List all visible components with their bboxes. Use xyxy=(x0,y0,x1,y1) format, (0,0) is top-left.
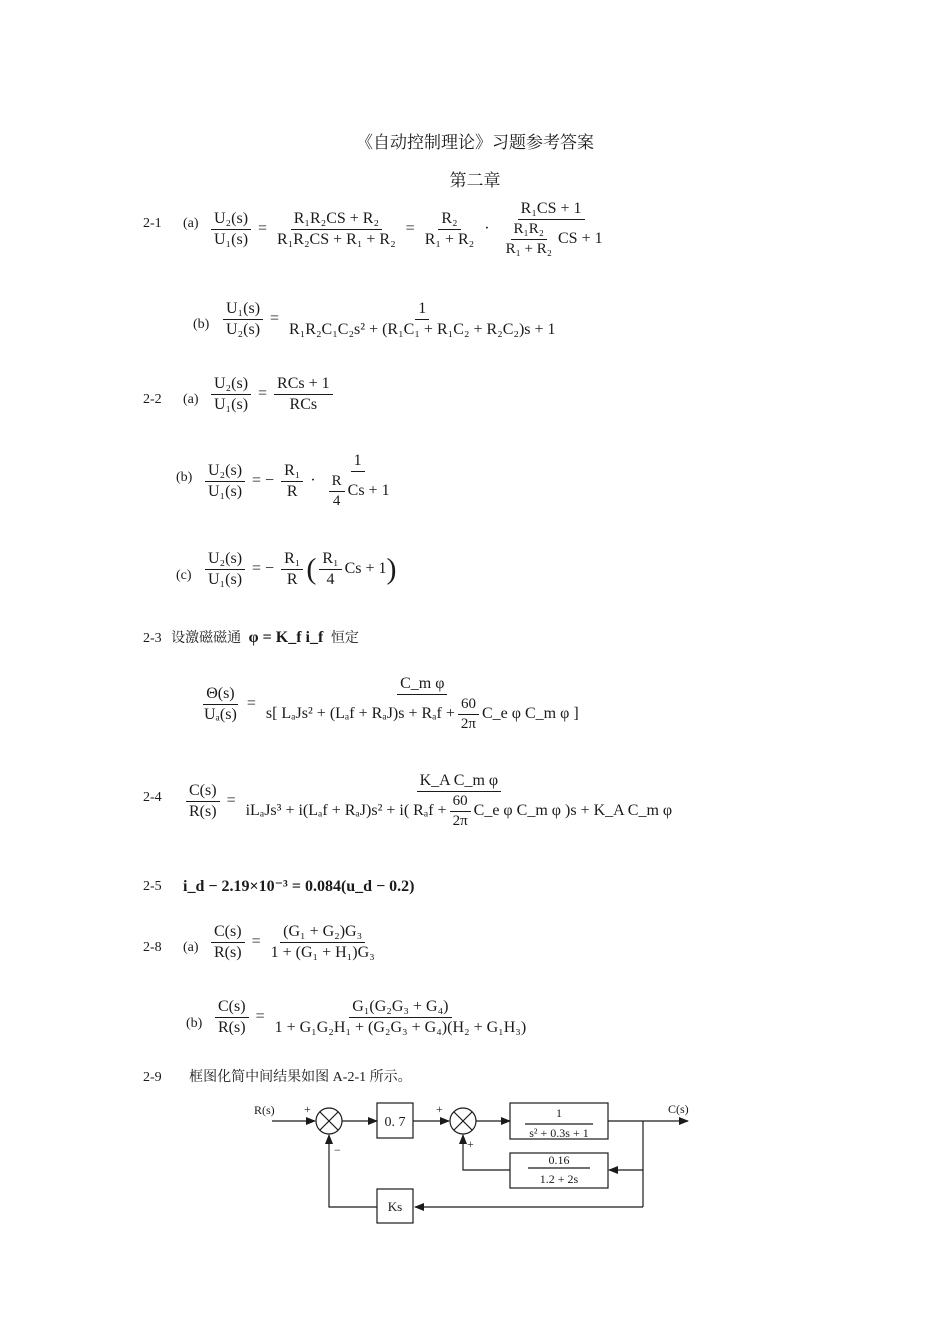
equation-2-1b: $\frac{\text{U₁(s)}}{\text{U₂(s)}}$ = $\frac{1}{\text{R₁R₂C₁C₂s² + (R₁C₁ + R₁C₂ + R₂C₂)s + 1}}$ xyxy=(220,300,562,339)
sum1-plus-sign: + xyxy=(304,1102,311,1116)
equation-2-3: $\frac{\Theta(s)}{\text{Uₐ(s)}}$ = C_m φ s[ LₐJs² + (Lₐf + RₐJ)s + Rₐf + $\frac{60}{2\pi}$ C_e φ C_m φ ] xyxy=(198,675,585,733)
fraction: $\frac{\text{R₁}}{R}$ xyxy=(281,462,303,501)
summing-junction-2 xyxy=(450,1108,476,1134)
equation-2-8b: $\frac{C(s)}{R(s)}$ = $\frac{\text{G₁(G₂G₃ + G₄)}}{\text{1 + G₁G₂H₁ + (G₂G₃ + G₄)(H₂ + G₁H₃)}}$ xyxy=(212,998,532,1037)
forward-block-numerator: 1 xyxy=(556,1106,562,1120)
outer-feedback-label: Ks xyxy=(387,1199,403,1214)
diagram-output-label: C(s) xyxy=(668,1102,689,1116)
fraction: R₁CS + 1 $\frac{\text{R₁R₂}}{\text{R₁ + R₂}}$ CS + 1 xyxy=(497,200,606,258)
fraction: $\frac{\text{R₁R₂CS + R₂}}{\text{R₁R₂CS + R₁ + R₂}}$ xyxy=(277,209,396,248)
chapter-heading: 第二章 xyxy=(449,171,501,190)
part-label-b: (b) xyxy=(186,1016,203,1031)
fraction: $\frac{\text{R₁}}{R}$ xyxy=(281,550,303,589)
fraction: $\frac{\text{RCs + 1}}{\text{RCs}}$ xyxy=(274,375,333,414)
problem-label-2-5: 2-5 xyxy=(143,879,162,894)
summing-junction-1 xyxy=(316,1108,342,1134)
problem-label-2-3: 2-3 xyxy=(143,631,162,646)
fraction: $\frac{C(s)}{R(s)}$ xyxy=(211,923,245,962)
problem-2-3-intro: 2-3 设激磁磁通 φ = K_f i_f 恒定 xyxy=(143,629,359,646)
feedback-block-numerator: 0.16 xyxy=(548,1153,570,1167)
fraction: $\frac{C(s)}{R(s)}$ xyxy=(186,782,220,821)
equation-2-5: i_d − 2.19×10⁻³ = 0.084(u_d − 0.2) xyxy=(183,878,415,895)
equation-2-2a: $\frac{\text{U₂(s)}}{\text{U₁(s)}}$ = $\frac{\text{RCs + 1}}{\text{RCs}}$ xyxy=(208,375,336,414)
part-label-b: (b) xyxy=(193,317,210,332)
fraction: 1 $\frac{R}{4}$ Cs + 1 xyxy=(323,452,393,510)
fraction: $\frac{\Theta(s)}{\text{Uₐ(s)}}$ xyxy=(204,684,237,723)
equation-2-2b: $\frac{\text{U₂(s)}}{\text{U₁(s)}}$ = − $\frac{\text{R₁}}{R}$ · 1 $\frac{R}{4}$ Cs + 1 xyxy=(202,452,396,510)
equation-2-8a: $\frac{C(s)}{R(s)}$ = $\frac{\text{(G₁ + G₂)G₃}}{\text{1 + (G₁ + H₁)G₃}}$ xyxy=(208,923,381,962)
equation-2-4: $\frac{C(s)}{R(s)}$ = K_A C_m φ iLₐJs³ + i(Lₐf + RₐJ)s² + i( Rₐf + $\frac{60}{2\pi}$ C_e φ C_m φ )s + K_A C_m φ xyxy=(183,772,678,830)
fraction: $\frac{60}{2\pi}$ xyxy=(450,793,471,830)
problem-label-2-2: 2-2 xyxy=(143,392,162,407)
fraction: $\frac{60}{2\pi}$ xyxy=(458,696,479,733)
gain-block-label: 0. 7 xyxy=(384,1115,406,1130)
problem-label-2-1: 2-1 xyxy=(143,216,162,231)
diagram-input-label: R(s) xyxy=(254,1103,275,1117)
document-title: 《自动控制理论》习题参考答案 xyxy=(356,133,594,152)
sum2-plus-sign: + xyxy=(436,1102,443,1116)
fraction: $\frac{1}{\text{R₁R₂C₁C₂s² + (R₁C₁ + R₁C₂ + R₂C₂)s + 1}}$ xyxy=(289,300,556,338)
fraction: $\frac{\text{G₁(G₂G₃ + G₄)}}{\text{1 + G₁G₂H₁ + (G₂G₃ + G₄)(H₂ + G₁H₃)}}$ xyxy=(274,998,527,1036)
feedback-block-denominator: 1.2 + 2s xyxy=(539,1172,579,1186)
part-label-c: (c) xyxy=(176,568,192,583)
part-label-a: (a) xyxy=(183,392,199,407)
fraction: $\frac{\text{R₂}}{\text{R₁ + R₂}}$ xyxy=(424,209,475,248)
fraction: $\frac{R}{4}$ xyxy=(329,473,345,510)
fraction: $\frac{\text{U₂(s)}}{\text{U₁(s)}}$ xyxy=(211,375,251,414)
sum1-minus-sign: − xyxy=(334,1143,341,1157)
flux-formula: φ = K_f i_f xyxy=(248,629,324,646)
part-label-a: (a) xyxy=(183,940,199,955)
fraction: C_m φ s[ LₐJs² + (Lₐf + RₐJ)s + Rₐf + $\frac{60}{2\pi}$ C_e φ C_m φ ] xyxy=(265,675,579,732)
fraction: K_A C_m φ iLₐJs³ + i(Lₐf + RₐJ)s² + i( Rₐf + $\frac{60}{2\pi}$ C_e φ C_m φ )s + K_A C_m φ xyxy=(245,772,673,829)
equation-2-2c: $\frac{\text{U₂(s)}}{\text{U₁(s)}}$ = − $\frac{\text{R₁}}{R}$ ( $\frac{\text{R₁}}{4}$ Cs + 1) xyxy=(202,550,396,589)
problem-label-2-8: 2-8 xyxy=(143,940,162,955)
problem-2-9: 2-9 框图化简中间结果如图 A-2-1 所示。 xyxy=(143,1070,412,1085)
problem-label-2-9: 2-9 xyxy=(143,1070,162,1085)
fraction: $\frac{\text{U₂(s)}}{\text{U₁(s)}}$ xyxy=(211,210,251,249)
fraction: $\frac{\text{U₂(s)}}{\text{U₁(s)}}$ xyxy=(205,550,245,589)
fraction: $\frac{\text{(G₁ + G₂)G₃}}{\text{1 + (G₁ + H₁)G₃}}$ xyxy=(270,923,375,961)
fraction: $\frac{\text{U₂(s)}}{\text{U₁(s)}}$ xyxy=(205,462,245,501)
part-label-b: (b) xyxy=(176,470,193,485)
fraction: $\frac{\text{R₁R₂}}{\text{R₁ + R₂}}$ xyxy=(505,221,552,257)
equation-2-1a: $\frac{\text{U₂(s)}}{\text{U₁(s)}}$ = $\frac{\text{R₁R₂CS + R₂}}{\text{R₁R₂CS + R₁ + R₂}}$ = $\frac{\text{R₂}}{\text{R₁ + R₂}}$ · R₁CS + 1 $\frac{\text{R₁R₂}}{\text{R₁ + R₂}}$ CS + 1 xyxy=(208,200,609,258)
fraction: $\frac{C(s)}{R(s)}$ xyxy=(215,998,249,1037)
problem-label-2-4: 2-4 xyxy=(143,790,162,805)
fraction: $\frac{\text{U₁(s)}}{\text{U₂(s)}}$ xyxy=(223,300,263,339)
forward-block-denominator: s² + 0.3s + 1 xyxy=(529,1126,589,1140)
sum2-feedback-sign: + xyxy=(467,1137,474,1151)
fraction: $\frac{\text{R₁}}{4}$ xyxy=(319,550,341,589)
part-label-a: (a) xyxy=(183,216,199,231)
